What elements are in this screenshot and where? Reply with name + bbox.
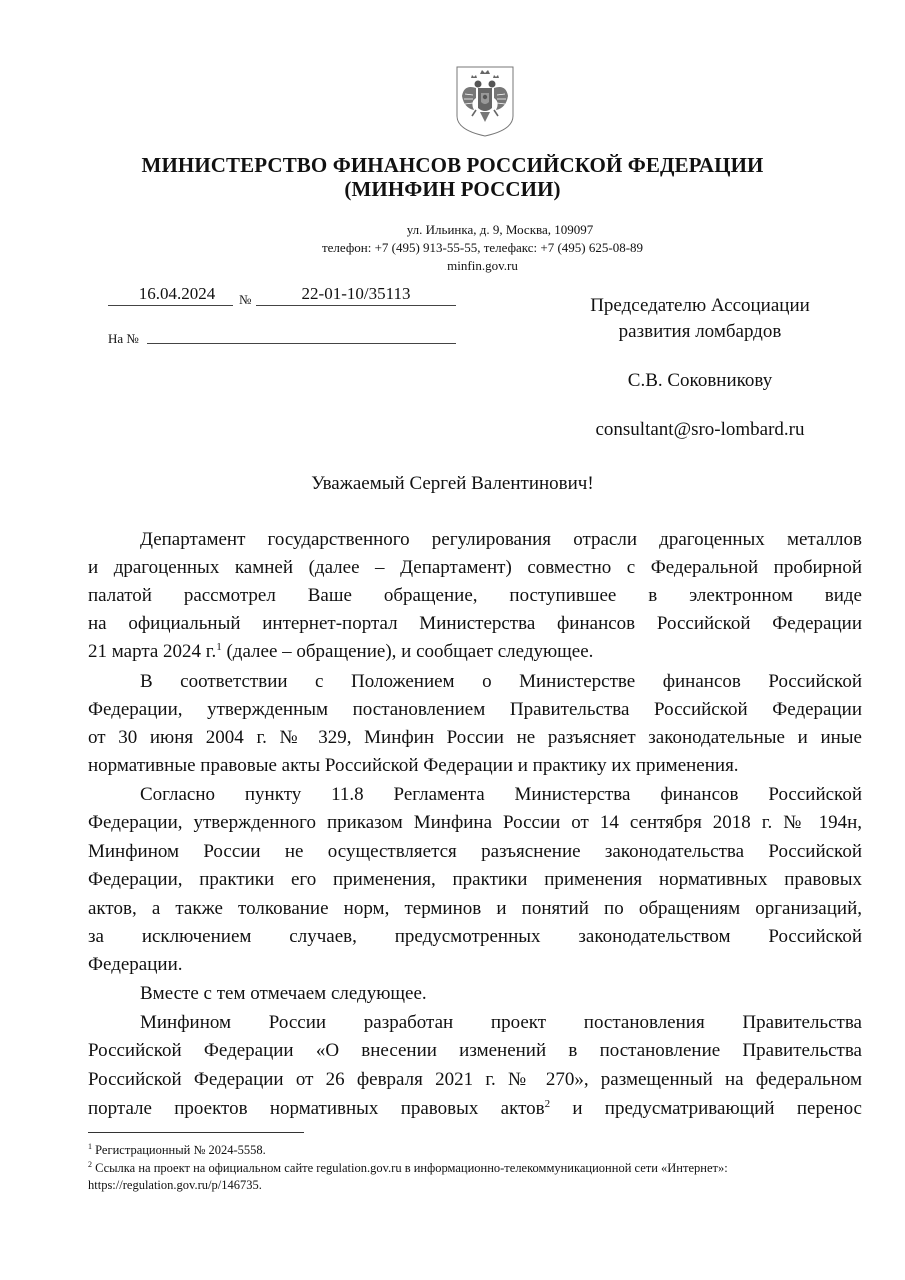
footnote-mark: 1 [88,1142,92,1151]
paragraph-line: Российской Федерации «О внесении изменений в постановление Правительства [88,1040,862,1061]
in-reply-label: На № [108,331,139,346]
paragraph-line: Согласно пункту 11.8 Регламента Министерства финансов Российской [140,784,862,805]
ministry-website: minfin.gov.ru [447,258,518,273]
number-underline [256,305,456,306]
paragraph-line: за исключением случаев, предусмотренных законодательством Российской [88,926,862,947]
footnote-ref: 1 [216,641,222,653]
footnote-mark: 2 [88,1160,92,1169]
paragraph-line: Федерации, утвержденным постановлением Правительства Российской Федерации [88,699,862,720]
footnote-1 [88,1142,868,1159]
paragraph-line: Вместе с тем отмечаем следующее. [140,983,427,1004]
paragraph-line: Федерации, практики его применения, практики применения нормативных правовых [88,869,862,890]
ministry-contacts [0,221,905,275]
paragraph-line: Минфином России не осуществляется разъяснение законодательства Российской [88,841,862,862]
ministry-short-name: (МИНФИН РОССИИ) [344,177,561,201]
addressee-name: С.В. Соковникову [627,370,773,391]
footnote-2-link[interactable]: https://regulation.gov.ru/p/146735. [88,1178,262,1192]
paragraph-text: портале проектов нормативных правовых актов [88,1098,545,1119]
paragraph-line: Минфином России разработан проект постановления Правительства [140,1012,862,1033]
number-sign: № [239,292,252,307]
footnote-text: Регистрационный № 2024-5558. [92,1143,266,1157]
addressee-position: Председателю Ассоциации [590,295,810,316]
paragraph-text: 21 марта 2024 г. [88,641,217,662]
ministry-phones: телефон: +7 (495) 913-55-55, телефакс: +7 (495) 625-08-89 [321,240,644,255]
paragraph-line: от 30 июня 2004 г. № 329, Минфин России не разъясняет законодательные и иные [88,727,862,748]
addressee-organization: развития ломбардов [618,321,782,342]
paragraph-text: (далее – обращение), и сообщает следующее. [221,641,594,662]
ministry-address: ул. Ильинка, д. 9, Москва, 109097 [406,222,594,237]
coat-of-arms-icon [454,64,516,138]
paragraph-line: палатой рассмотрел Ваше обращение, поступившее в электронном виде [88,585,862,606]
paragraph-line: Российской Федерации от 26 февраля 2021 г. № 270», размещенный на федеральном [88,1069,862,1090]
letter-date: 16.04.2024 [138,284,216,303]
addressee-email: consultant@sro-lombard.ru [595,419,805,440]
footnote-separator [88,1132,304,1133]
greeting: Уважаемый Сергей Валентинович! [311,473,594,494]
paragraph-line: и драгоценных камней (далее – Департамент) совместно с Федеральной пробирной [88,557,862,578]
paragraph-line: Департамент государственного регулирования отрасли драгоценных металлов [140,529,862,550]
footnote-text: Ссылка на проект на официальном сайте regulation.gov.ru в информационно-телекоммуникационной сети «Интернет»: [92,1161,728,1175]
in-reply-underline [147,343,456,344]
paragraph-text: и предусматривающий перенос [550,1098,862,1119]
paragraph-line: актов, а также толкование норм, терминов и понятий по обращениям организаций, [88,898,862,919]
footnote-ref: 2 [544,1098,551,1110]
paragraph-line [88,638,862,666]
paragraph-line: В соответствии с Положением о Министерстве финансов Российской [140,671,862,692]
paragraph-line: нормативные правовые акты Российской Федерации и практику их применения. [88,755,739,776]
letter-number: 22-01-10/35113 [301,284,411,303]
footnote-2 [88,1160,868,1177]
paragraph-line: Федерации. [88,954,183,975]
paragraph-line [88,1095,862,1123]
ministry-name: МИНИСТЕРСТВО ФИНАНСОВ РОССИЙСКОЙ ФЕДЕРАЦИИ [141,153,764,177]
date-underline [108,305,233,306]
paragraph-line: Федерации, утвержденного приказом Минфина России от 14 сентября 2018 г. № 194н, [88,812,862,833]
paragraph-line: на официальный интернет-портал Министерства финансов Российской Федерации [88,613,862,634]
